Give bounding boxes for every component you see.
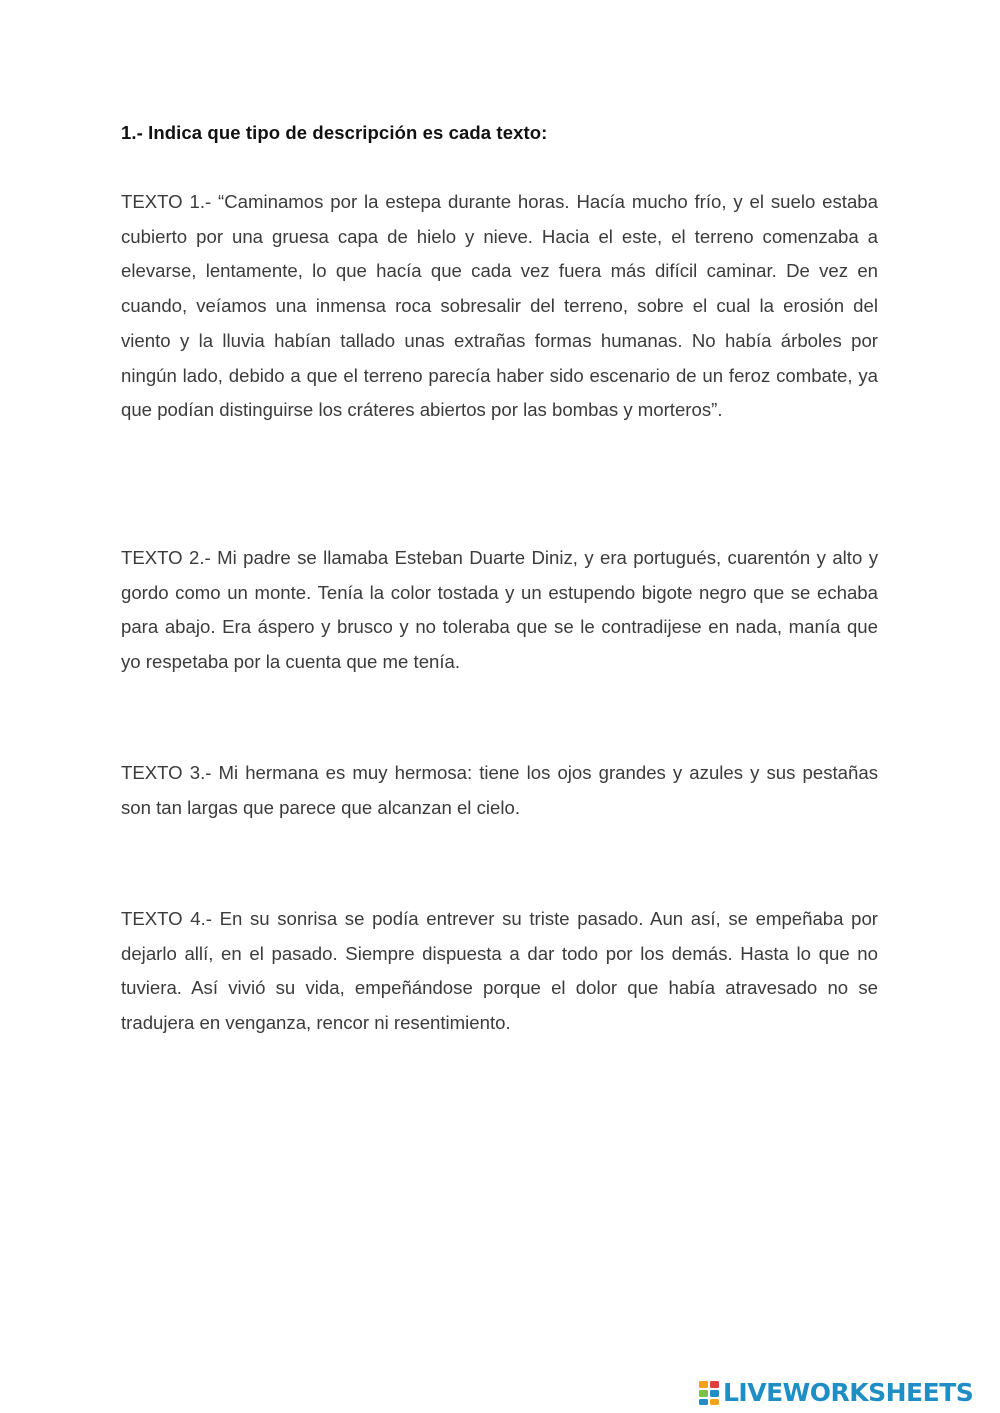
texto-1-paragraph: TEXTO 1.- “Caminamos por la estepa durante horas. Hacía mucho frío, y el suelo estaba cubierto por una gruesa capa de hielo y nieve. Hacia el este, el terreno comenzaba a elevarse, lentamente, lo que hacía que cada vez fuera más difícil caminar. De vez en cuando, veíamos una inmensa roca sobresalir del terreno, sobre el cual la erosión del viento y la lluvia habían tallado unas extrañas formas humanas. No había árboles por ningún lado, debido a que el terreno parecía haber sido escenario de un feroz combate, ya que podían distinguirse los cráteres abiertos por las bombas y morteros”.	[121, 191, 878, 421]
texto-4-paragraph: TEXTO 4.- En su sonrisa se podía entrever su triste pasado. Aun así, se empeñaba por dejarlo allí, en el pasado. Siempre dispuesta a dar todo por los demás. Hasta lo que no tuviera. Así vivió su vida, empeñándose porque el dolor que había atravesado no se tradujera en venganza, rencor ni resentimiento.	[121, 908, 878, 1034]
liveworksheets-brand	[698, 1378, 973, 1408]
worksheet-heading: 1.- Indica que tipo de descripción es cada texto:	[121, 122, 548, 143]
texto-3-paragraph: TEXTO 3.- Mi hermana es muy hermosa: tiene los ojos grandes y azules y sus pestañas son tan largas que parece que alcanzan el cielo.	[121, 762, 878, 818]
brand-name: LIVEWORKSHEETS	[723, 1378, 974, 1407]
texto-2-paragraph: TEXTO 2.- Mi padre se llamaba Esteban Duarte Diniz, y era portugués, cuarentón y alto y gordo como un monte. Tenía la color tostada y un estupendo bigote negro que se echaba para abajo. Era áspero y brusco y no toleraba que se le contradijese en nada, manía que yo respetaba por la cuenta que me tenía.	[121, 547, 878, 673]
liveworksheets-logo-icon	[698, 1380, 720, 1406]
